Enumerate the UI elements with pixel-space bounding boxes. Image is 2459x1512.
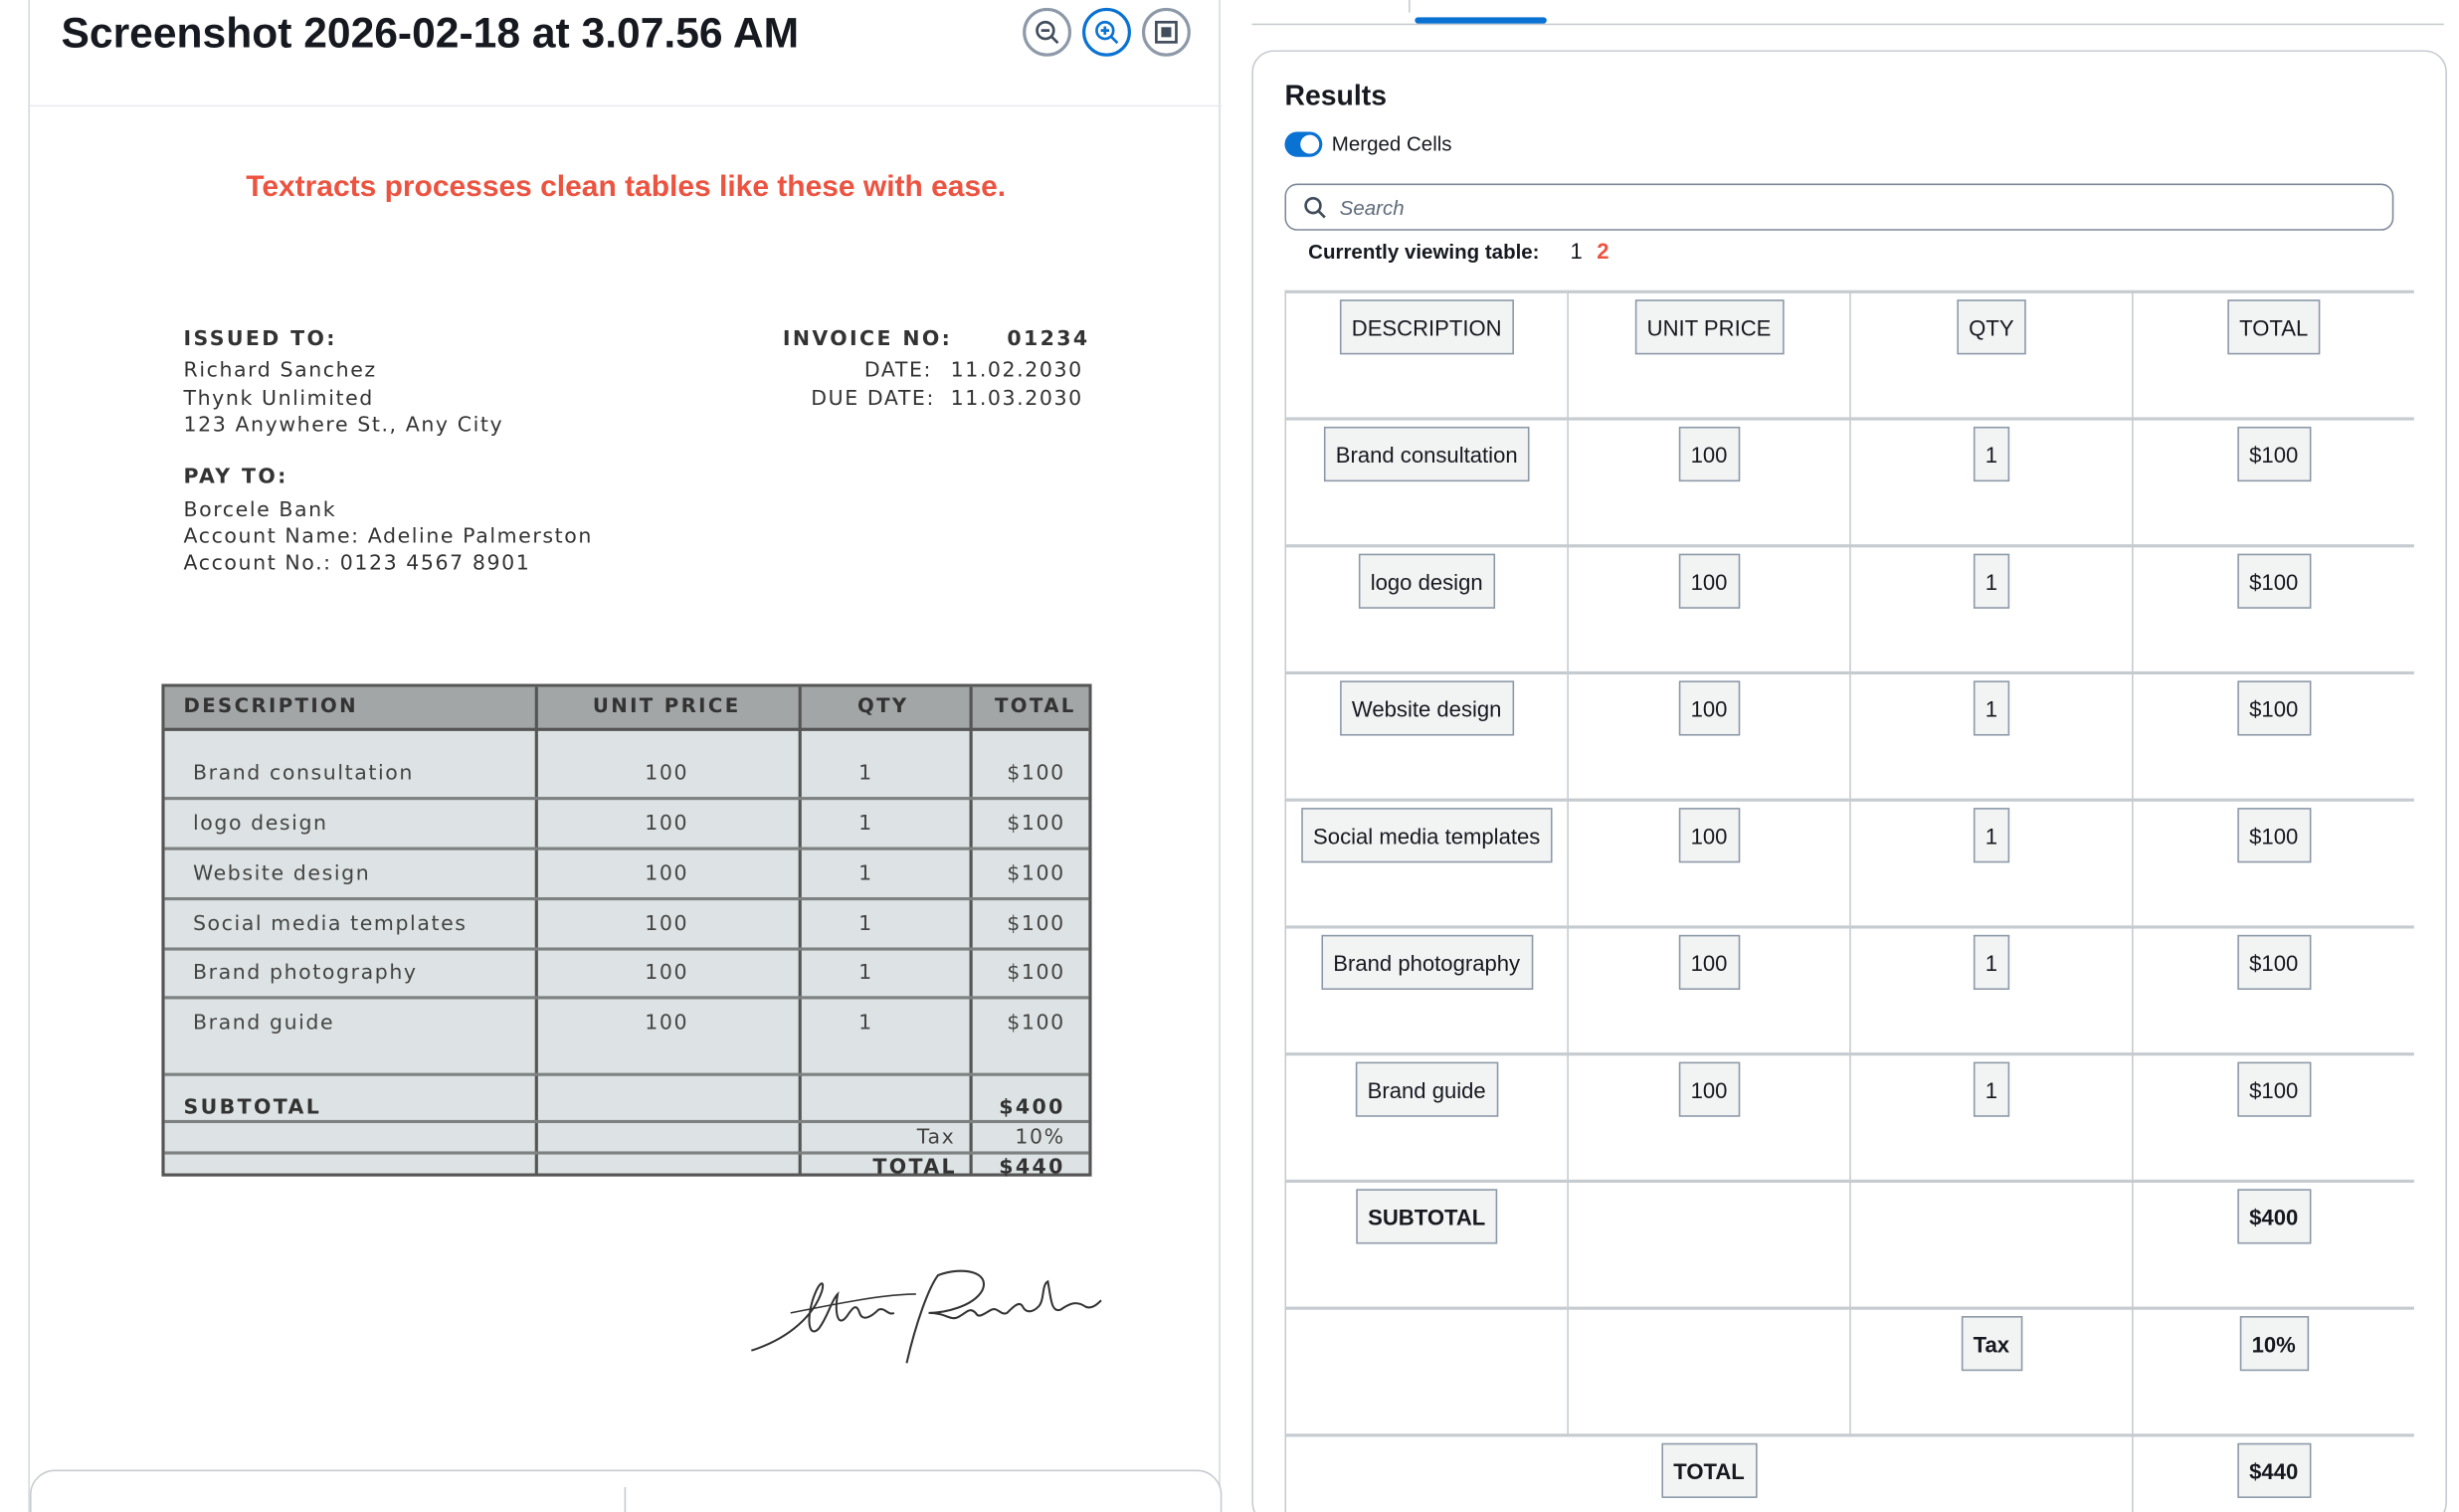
table-selector-1[interactable]: 1 xyxy=(1570,238,1583,264)
invoice-total-value: $440 xyxy=(999,1156,1065,1180)
results-table-cell xyxy=(1849,1052,2132,1180)
cell-value-chip[interactable]: 100 xyxy=(1678,808,1740,862)
results-total-label-cell xyxy=(1284,1433,2132,1512)
results-table xyxy=(1284,290,2413,1512)
issued-to-line: Richard Sanchez xyxy=(183,359,377,383)
results-table-cell xyxy=(2132,799,2414,926)
invoice-table-cell: $100 xyxy=(1007,912,1065,937)
invoice-table-cell: $100 xyxy=(1007,812,1065,837)
results-table-cell xyxy=(1849,417,2132,544)
invoice-table-row-divider xyxy=(165,1073,1089,1076)
invoice-table-cell: 100 xyxy=(645,862,689,886)
invoice-table-cell: $100 xyxy=(1007,961,1065,986)
results-table-cell xyxy=(2132,925,2414,1052)
invoice-table-cell: 1 xyxy=(858,1012,873,1036)
document-tagline: Textracts processes clean tables like these with ease. xyxy=(246,170,1007,204)
cell-value-chip[interactable]: 1 xyxy=(1973,1062,2010,1117)
cell-value-chip[interactable]: 100 xyxy=(1678,427,1740,481)
results-table-cell xyxy=(1284,544,1567,671)
results-table-cell xyxy=(1567,1052,1849,1180)
cell-value-chip[interactable]: Brand guide xyxy=(1355,1062,1498,1117)
tabs-underline xyxy=(1251,24,2443,26)
invoice-table-row-divider xyxy=(165,1151,1089,1154)
invoice-table-cell: $100 xyxy=(1007,862,1065,886)
zoom-in-button[interactable] xyxy=(1082,8,1131,57)
invoice-table-cell: Brand guide xyxy=(192,1012,335,1036)
invoice-table-cell: 1 xyxy=(858,862,873,886)
cell-value-chip[interactable]: 1 xyxy=(1973,935,2010,990)
results-tax-value-cell xyxy=(2132,1307,2414,1434)
results-header-cell xyxy=(1567,290,1849,418)
cell-value-chip[interactable]: QTY xyxy=(1957,299,2027,354)
invoice-table-cell: 100 xyxy=(645,1012,689,1036)
table-selector-2[interactable]: 2 xyxy=(1597,238,1609,264)
currently-viewing-label: Currently viewing table: xyxy=(1308,240,1540,264)
document-viewer-header xyxy=(30,0,1222,106)
results-header-cell xyxy=(1284,290,1567,418)
due-date-label: DUE DATE: xyxy=(811,387,935,412)
cell-value-chip[interactable]: logo design xyxy=(1358,554,1495,609)
document-viewer-panel xyxy=(28,0,1220,1512)
issued-to-line: Thynk Unlimited xyxy=(183,387,374,412)
invoice-subtotal-value: $400 xyxy=(999,1096,1065,1120)
cell-value-chip[interactable]: $440 xyxy=(2237,1443,2311,1498)
signature-image xyxy=(743,1259,1104,1369)
document-viewer-footer xyxy=(30,1470,1222,1512)
results-header-cell xyxy=(2132,290,2414,418)
cell-value-chip[interactable]: 100 xyxy=(1678,554,1740,609)
cell-value-chip[interactable]: Tax xyxy=(1961,1316,2022,1371)
results-title: Results xyxy=(1284,80,1388,111)
results-table-cell xyxy=(2132,671,2414,799)
document-title: Screenshot 2026-02-18 at 3.07.56 AM xyxy=(61,9,800,57)
invoice-table-cell: logo design xyxy=(192,812,328,837)
zoom-in-icon xyxy=(1093,19,1120,46)
pay-to-line: Account Name: Adeline Palmerston xyxy=(183,525,593,549)
results-empty-cell xyxy=(1567,1307,1849,1434)
invoice-table-row-divider xyxy=(165,1120,1089,1123)
cell-value-chip[interactable]: $100 xyxy=(2237,554,2311,609)
tab-divider xyxy=(1409,0,1411,13)
invoice-table-row-divider xyxy=(165,947,1089,950)
results-tax-label-cell xyxy=(1849,1307,2132,1434)
results-subtotal-label-cell xyxy=(1284,1180,1567,1307)
results-table-cell xyxy=(1849,671,2132,799)
cell-value-chip[interactable]: UNIT PRICE xyxy=(1634,299,1784,354)
cell-value-chip[interactable]: Website design xyxy=(1339,680,1514,735)
cell-value-chip[interactable]: 100 xyxy=(1678,935,1740,990)
results-table-cell xyxy=(1284,925,1567,1052)
cell-value-chip[interactable]: TOTAL xyxy=(2227,299,2321,354)
cell-value-chip[interactable]: $100 xyxy=(2237,427,2311,481)
fit-page-button[interactable] xyxy=(1142,8,1191,57)
cell-value-chip[interactable]: 100 xyxy=(1678,680,1740,735)
invoice-table-header-cell: QTY xyxy=(856,692,909,717)
due-date-value: 11.03.2030 xyxy=(950,387,1083,412)
cell-value-chip[interactable]: TOTAL xyxy=(1661,1443,1758,1498)
invoice-table-cell: 100 xyxy=(645,762,689,787)
cell-value-chip[interactable]: $100 xyxy=(2237,808,2311,862)
invoice-table-header-cell: TOTAL xyxy=(994,692,1076,717)
cell-value-chip[interactable]: 1 xyxy=(1973,808,2010,862)
results-table-cell xyxy=(2132,1052,2414,1180)
invoice-table-column-divider xyxy=(535,687,538,1174)
invoice-table-cell: $100 xyxy=(1007,1012,1065,1036)
cell-value-chip[interactable]: SUBTOTAL xyxy=(1356,1189,1498,1243)
results-table-cell xyxy=(1567,799,1849,926)
pay-to-line: Account No.: 0123 4567 8901 xyxy=(183,552,531,576)
pay-to-line: Borcele Bank xyxy=(183,498,337,523)
invoice-total-label: TOTAL xyxy=(872,1156,957,1180)
results-table-cell xyxy=(1567,544,1849,671)
cell-value-chip[interactable]: $400 xyxy=(2237,1189,2311,1243)
results-table-cell xyxy=(1849,544,2132,671)
footer-divider xyxy=(625,1487,627,1512)
invoice-table-cell: Website design xyxy=(192,862,371,886)
search-icon xyxy=(1303,196,1327,220)
results-table-cell xyxy=(1567,417,1849,544)
invoice-table-row-divider xyxy=(165,797,1089,800)
cell-value-chip[interactable]: 10% xyxy=(2239,1316,2308,1371)
cell-value-chip[interactable]: Brand photography xyxy=(1321,935,1533,990)
results-empty-cell xyxy=(1567,1180,1849,1307)
results-total-value-cell xyxy=(2132,1433,2414,1512)
results-panel xyxy=(1251,50,2447,1512)
zoom-out-button[interactable] xyxy=(1023,8,1071,57)
invoice-table-cell: 1 xyxy=(858,812,873,837)
invoice-table-cell: Social media templates xyxy=(192,912,468,937)
invoice-table-row-divider xyxy=(165,897,1089,900)
invoice-table-cell: Brand consultation xyxy=(192,762,414,787)
invoice-tax-label: Tax xyxy=(916,1126,956,1150)
invoice-document xyxy=(30,106,1222,1468)
cell-value-chip[interactable]: 100 xyxy=(1678,1062,1740,1117)
search-input[interactable] xyxy=(1340,191,2281,223)
tab-active-indicator[interactable] xyxy=(1415,17,1546,23)
issued-to-line: 123 Anywhere St., Any City xyxy=(183,414,504,438)
invoice-table-row-divider xyxy=(165,996,1089,999)
fit-page-icon xyxy=(1153,19,1180,46)
invoice-table-row-divider xyxy=(165,848,1089,850)
results-table-cell xyxy=(1567,671,1849,799)
invoice-no-label: INVOICE NO: xyxy=(782,327,953,352)
results-subtotal-value-cell xyxy=(2132,1180,2414,1307)
cell-value-chip[interactable]: 1 xyxy=(1973,554,2010,609)
results-table-cell xyxy=(1284,799,1567,926)
cell-value-chip[interactable]: $100 xyxy=(2237,935,2311,990)
zoom-controls xyxy=(1023,8,1191,57)
zoom-out-icon xyxy=(1034,19,1060,46)
date-label: DATE: xyxy=(863,359,932,383)
invoice-table-cell: 100 xyxy=(645,912,689,937)
cell-value-chip[interactable]: DESCRIPTION xyxy=(1339,299,1514,354)
invoice-table-cell: $100 xyxy=(1007,762,1065,787)
results-table-cell xyxy=(1284,417,1567,544)
results-table-cell xyxy=(2132,544,2414,671)
cell-value-chip[interactable]: $100 xyxy=(2237,1062,2311,1117)
results-table-cell xyxy=(2132,417,2414,544)
results-table-cell xyxy=(1284,1052,1567,1180)
cell-value-chip[interactable]: Brand consultation xyxy=(1323,427,1530,481)
invoice-tax-value: 10% xyxy=(1015,1126,1065,1150)
results-table-cell xyxy=(1849,799,2132,926)
cell-value-chip[interactable]: 1 xyxy=(1973,427,2010,481)
invoice-table-column-divider xyxy=(799,687,802,1174)
cell-value-chip[interactable]: Social media templates xyxy=(1300,808,1552,862)
issued-to-label: ISSUED TO: xyxy=(183,327,337,352)
invoice-no-value: 01234 xyxy=(1007,327,1090,352)
results-table-cell xyxy=(1849,925,2132,1052)
results-empty-cell xyxy=(1849,1180,2132,1307)
invoice-table-cell: 1 xyxy=(858,961,873,986)
invoice-table-cell: 1 xyxy=(858,912,873,937)
results-table-cell xyxy=(1284,671,1567,799)
results-table-cell xyxy=(1567,925,1849,1052)
invoice-table-column-divider xyxy=(970,687,973,1174)
date-value: 11.02.2030 xyxy=(950,359,1083,383)
invoice-table-cell: 100 xyxy=(645,961,689,986)
merged-cells-label: Merged Cells xyxy=(1331,131,1452,156)
results-header-cell xyxy=(1849,290,2132,418)
cell-value-chip[interactable]: $100 xyxy=(2237,680,2311,735)
invoice-subtotal-label: SUBTOTAL xyxy=(183,1096,322,1120)
cell-value-chip[interactable]: 1 xyxy=(1973,680,2010,735)
invoice-table-header-cell: UNIT PRICE xyxy=(592,692,741,717)
invoice-table-cell: Brand photography xyxy=(192,961,418,986)
invoice-table-cell: 100 xyxy=(645,812,689,837)
invoice-table-header-cell: DESCRIPTION xyxy=(183,692,359,717)
invoice-table-cell: 1 xyxy=(858,762,873,787)
search-box xyxy=(1284,183,2393,230)
invoice-table xyxy=(161,684,1091,1180)
merged-cells-toggle[interactable] xyxy=(1284,131,1322,156)
results-empty-cell xyxy=(1284,1307,1567,1434)
pay-to-label: PAY TO: xyxy=(183,466,288,489)
